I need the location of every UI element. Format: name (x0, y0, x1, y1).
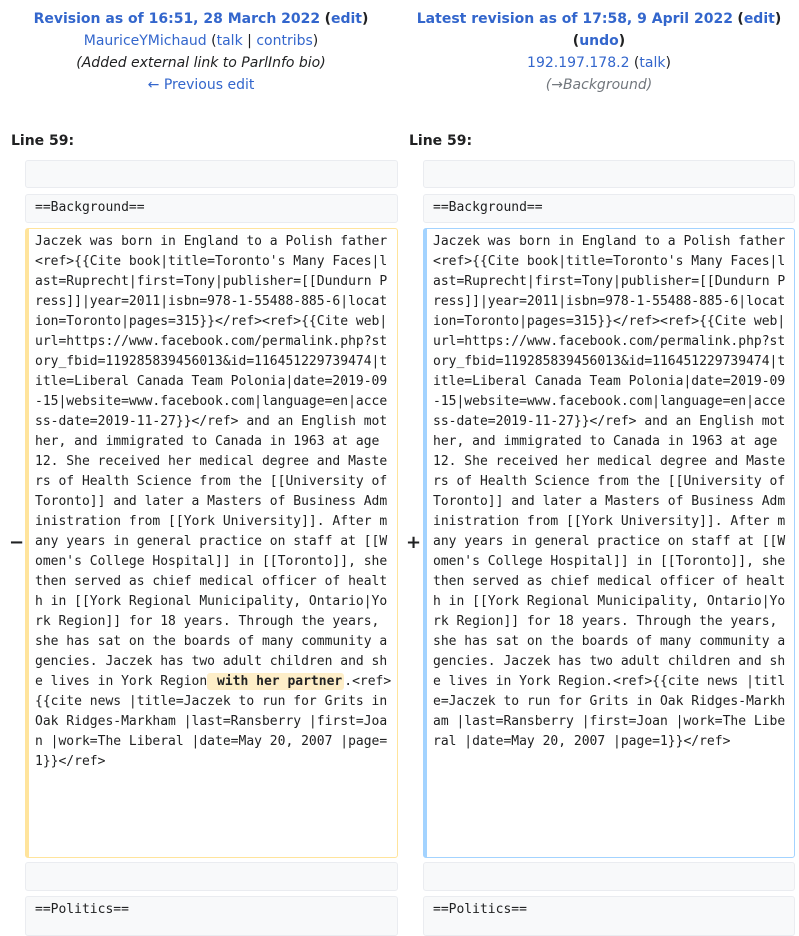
context-blank-right (423, 160, 795, 188)
context-blank-left (25, 160, 398, 188)
undo-link[interactable]: undo (579, 33, 619, 49)
new-revision-link[interactable]: Latest revision as of 17:58, 9 April 2022 (416, 11, 733, 27)
context-background-left: ==Background== (25, 194, 398, 223)
new-revision-user: 192.197.178.2 (talk) (527, 55, 671, 71)
new-talk-link[interactable]: talk (639, 55, 666, 71)
context-background-right: ==Background== (423, 194, 795, 223)
old-revision-link[interactable]: Revision as of 16:51, 28 March 2022 (33, 11, 321, 27)
old-revision-user: MauriceYMichaud (talk | contribs) (83, 33, 319, 49)
old-edit-summary: (Added external link to ParlInfo bio) (76, 55, 326, 71)
added-line (423, 228, 795, 858)
old-user-link[interactable]: MauriceYMichaud (83, 33, 207, 49)
context-politics-right: ==Politics== (423, 896, 795, 936)
new-text: Jaczek was born in England to a Polish father<ref>{{Cite book|title=Toronto's Many Faces|last=Ruprecht|first=Tony|publisher=[[Dundurn Press]]|year=2011|isbn=978-1-55488-885-6|location=Toronto|pages=315}}</ref><ref>{{Cite web|url=https://www.facebook.com/permalink.php?story_fbid=119285839456013&id=116451229739474|title=Liberal Canada Team Polonia|date=2019-09-15|website=www.facebook.com|language=en|access-date=2019-11-27}}</ref> and an English mother, and immigrated to Canada in 1963 at age 12. She received her medical degree and Masters of Health Science from the [[University of Toronto]] and later a Masters of Business Administration from [[York University]]. After many years in general practice on staff at [[Women's College Hospital]] in [[Toronto]], she then served as chief medical officer of health in [[York Regional Municipality, Ontario|York Region]] for 18 years. Through the years, she has sat on the boards of many community agencies. Jaczek has two adult children and she lives in York Region.<ref>{{cite news |title=Jaczek to run for Grits in Oak Ridges-Markham |last=Ransberry |first=Joan |work=The Liberal |date=May 20, 2007 |page=1}}</ref> (433, 234, 794, 749)
context-blank-right-2 (423, 862, 795, 891)
separator: | (247, 33, 252, 49)
old-edit-link[interactable]: edit (330, 11, 362, 27)
context-blank-left-2 (25, 862, 398, 891)
removed-text: with her partner (209, 674, 343, 689)
deleted-line (25, 228, 398, 858)
previous-edit-link[interactable]: ← Previous edit (147, 77, 255, 93)
new-edit-link[interactable]: edit (743, 11, 775, 27)
new-revision-header: Latest revision as of 17:58, 9 April 2022 (edit) (undo) 192.197.178.2 (talk) (→Background) (402, 8, 796, 96)
line-number-right: Line 59: (409, 133, 473, 149)
old-revision-header (2, 8, 400, 96)
old-talk-link[interactable]: talk (216, 33, 243, 49)
old-text-before: Jaczek was born in England to a Polish father<ref>{{Cite book|title=Toronto's Many Faces|last=Ruprecht|first=Tony|publisher=[[Dundurn Press]]|year=2011|isbn=978-1-55488-885-6|location=Toronto|pages=315}}</ref><ref>{{Cite web|url=https://www.facebook.com/permalink.php?story_fbid=119285839456013&id=116451229739474|title=Liberal Canada Team Polonia|date=2019-09-15|website=www.facebook.com|language=en|access-date=2019-11-27}}</ref> and an English mother, and immigrated to Canada in 1963 at age 12. She received her medical degree and Masters of Health Science from the [[University of Toronto]] and later a Masters of Business Administration from [[York University]]. After many years in general practice on staff at [[Women's College Hospital]] in [[Toronto]], she then served as chief medical officer of health in [[York Regional Municipality, Ontario|York Region]] for 18 years. Through the years, she has sat on the boards of many community agencies. Jaczek has two adult children and she lives in York Region (35, 234, 396, 689)
old-text-after: .<ref>{{cite news |title=Jaczek to run for Grits in Oak Ridges-Markham |last=Ransberry |first=Joan |work=The Liberal |date=May 20, 2007 |page=1}}</ref> (35, 674, 396, 769)
context-politics-left: ==Politics== (25, 896, 398, 936)
old-revision-title: Revision as of 16:51, 28 March 2022 (edit) (33, 11, 369, 27)
new-user-link[interactable]: 192.197.178.2 (527, 55, 630, 71)
new-edit-summary: (→Background) (545, 77, 653, 93)
addition-marker: + (406, 532, 422, 553)
new-revision-title: Latest revision as of 17:58, 9 April 2022 (edit) (416, 11, 782, 27)
deletion-marker: − (9, 532, 25, 553)
old-contribs-link[interactable]: contribs (256, 33, 313, 49)
line-number-left: Line 59: (11, 133, 75, 149)
